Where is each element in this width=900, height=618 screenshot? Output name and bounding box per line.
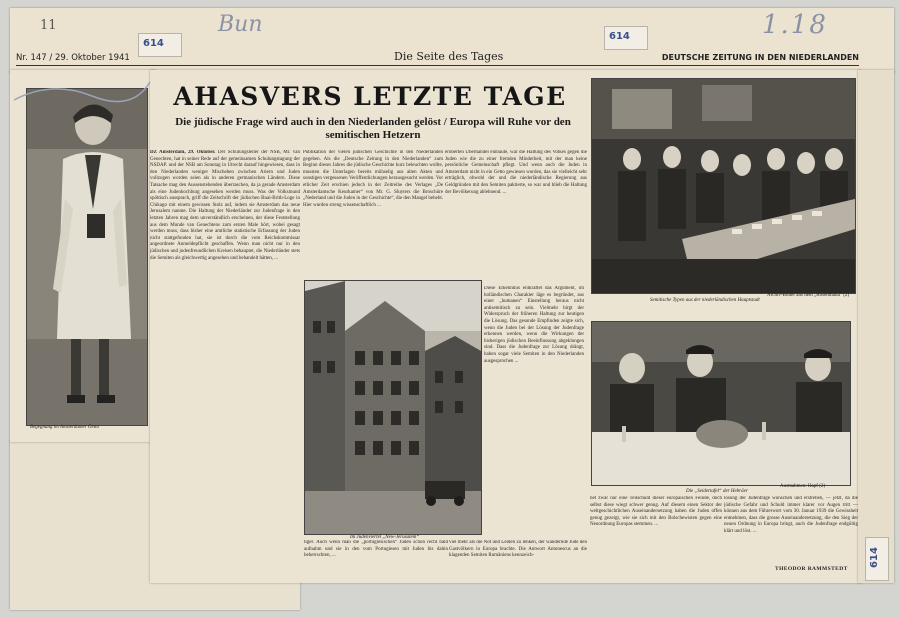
article-column-8: lösung der Judenfrage wünschen und erstreben, — jetzt, da die jüdische Gefahr und Schuld immer klarer vor Augen tritt — können aus dem Führerwort vom 30. Januar 1939 die Gewissheit entnehmen, dass die grosse Auseinandersetzung, die den Sieg der neuen Ordnung in Europa bringt, auch die Judenfrage endgültig klärt und löst. ...	[724, 496, 858, 534]
article-column-4: Diese Erkenntnis entkräftet das Argument, im holländischen Charakter läge es begründet, aus einer „humanen“ Einstellung heraus nicht antisemitisch zu sein. Vielmehr birgt der Widerspruch der früheren Haltung zur heutigen die Lösung. Das gesunde Empfinden zeigte sich, wenn die Juden bei der Lösung der Judenfrage erkennen werden, wenn die Wirkungen der bisherigen jüdischen Beeinflussung abgeklungen sind. Dass die Judenfrage zur Lösung drängt, haben sogar viele Semiten in den Niederlanden ausgesprochen ...	[484, 286, 584, 364]
archive-stamp	[865, 537, 889, 581]
photo-jewish-quarter-street	[304, 280, 482, 535]
stamp-number: 614	[868, 547, 880, 568]
clipping-right-strip	[858, 70, 894, 583]
article-column-2: Publikation der vielen jüdischen Geschichte in den Niederlanden gegeben. Als die „Deutsche Zeitung in den Niederlanden“ zum Beginn dieses Jahres die jüdische Geschichte kurz beleuchten wollte, mussten die Unterlagen bereits mühselig aus alten Akten und sonstigen vergessenen Veröffentlichungen herausgesucht werden. Vor etlicher Zeit erschien jedoch in der Zeitreihe des Verlages „De Amsterdamsche Keurkamer“ von Mr. G. Sluyters die Broschüre „Nederland und die Juden in der Geschichte“, die den Mangel behebt. Hier wurden streng wissenschaftlich ...	[303, 150, 443, 208]
handwritten-number: 1.18	[762, 10, 828, 40]
article-author: THEODOR RAMMSTEDT	[775, 566, 848, 572]
article-subheadline: Die jüdische Frage wird auch in den Niederlanden gelöst / Europa will Ruhe vor den semitischen Hetzern	[175, 116, 571, 141]
caption-street: Im Judenviertel „New-Jerusalem“	[350, 535, 420, 540]
photo-woman-in-ghetto	[26, 88, 148, 426]
newspaper-masthead	[16, 50, 859, 66]
archive-stamp	[604, 26, 648, 50]
article-column-1	[150, 150, 300, 418]
article-column-5: tiger. Auch wenn man die „portugiesischen“ Juden schon recht bald aufnahm und sie in den vom Portugiesen mit Juden bis dahin beherrschten, ...	[304, 540, 448, 559]
caption-woman: Begegnung im Amsterdamer Getto	[30, 425, 100, 430]
photo-seder-table	[591, 321, 851, 486]
newspaper-name: DEUTSCHE ZEITUNG IN DEN NIEDERLANDEN	[661, 53, 859, 62]
caption-market: Semitische Typen aus der niederländischen Hauptstadt	[650, 298, 760, 303]
photo-market-scene	[591, 78, 856, 294]
article-column-3: eroberten Überhandel einbaute, war die Haltung des Volkes gegen die Juden wie die zu einer fremden Minderheit, mit der man keine persönliche Gemeinschaft pflegt. Und wenn auch die Juden in Amsterdam nicht in ein Getto gewiesen wurden, das sie vielleicht sehr erträglich, obwohl der und die niederländische Regierung aus Geldgründen mit den Semiten paktierte, so war und blieb die Haltung der Bevölkerung ablehnend. ...	[445, 150, 587, 195]
stamp-number: 614	[609, 31, 630, 42]
stamp-number: 614	[143, 38, 164, 49]
issue-number: Nr. 147 / 29. Oktober 1941	[16, 53, 130, 63]
credit-market: Archiv-Bilder aus dem „Rosenthalia“ (2)	[767, 293, 850, 298]
pencil-mark	[12, 70, 152, 110]
article-headline: AHASVERS LETZTE TAGE	[173, 82, 567, 111]
article-column-6: viel mehr als die Not und Leiden zu lenken, der wandernde Jude den Gastvölkern in Europa brachte. Die Antwort Antonescus an die klagenden Semiten Rumäniens kennzeich-	[449, 540, 587, 559]
section-title: Die Seite des Tages	[394, 50, 504, 63]
credit-men: Austnahmen: Hapf (2)	[780, 484, 825, 489]
caption-men: Die „Seidertafel“ der Hebräer	[686, 489, 748, 494]
handwritten-note: Bun	[218, 12, 263, 37]
handwritten-corner-mark: 11	[40, 18, 57, 33]
article-dateline: DZ Amsterdam, 29. Oktober.	[150, 150, 216, 155]
article-column-1-text: Der Schulungsleiter der NSB, Mr. van Genechten, hat in seiner Rede auf der gemeinsamen Schulungstagung der NSDAP. und der NSB am Sonntag in Utrecht darauf hingewiesen, dass in den Niederlanden weniger Mischehen zwischen Ariern und Juden vollzogen worden seien als in anderen germanischen Ländern. Diese Tatsache mag den Aussenstehenden überraschen, da ja gerade Amsterdam als eine Judenhochburg angesehen werden muss. Was der Volksmund spöttisch aussprach, griff die Zeitschrift der jüdischen Bnai-Brith-Loge in Chikago mit einem gewissen Stolz auf, indem sie Amsterdam das neue Jerusalem nannte. Die Haltung der Niederländer zur Judenfrage in den letzten Jahren mag dem unverständlich erscheinen, der diese Feststellung aus dem Munde van Genechtens zum ersten Male hört, wobei gesagt werden muss, dass bisher eine amtliche statistische Erfassung der Juden nicht stattgefunden hat, sie ist durch die vom Reichskommissar angeordnete Anmeldepflicht geschaffen. Wenn man nicht nur in den jüdischen und judenfreundlichen Kreisen behauptet, die Niederländer stets die Semiten als gleichwertig angesehen und behandelt hätten, ...	[150, 150, 300, 261]
article-column-7: net zwar nur eine Teilschuld dieser europäischen Feinde, doch selbst diese wiegt schwer genug. Auf diesem einen Sektor der weltgeschichtlichen Auseinandersetzung haben die Juden offen genug gezeigt, wie sie sich mit den Bolschewisten gegen eine Neuordnung Europas stemmen. ...	[590, 496, 722, 528]
